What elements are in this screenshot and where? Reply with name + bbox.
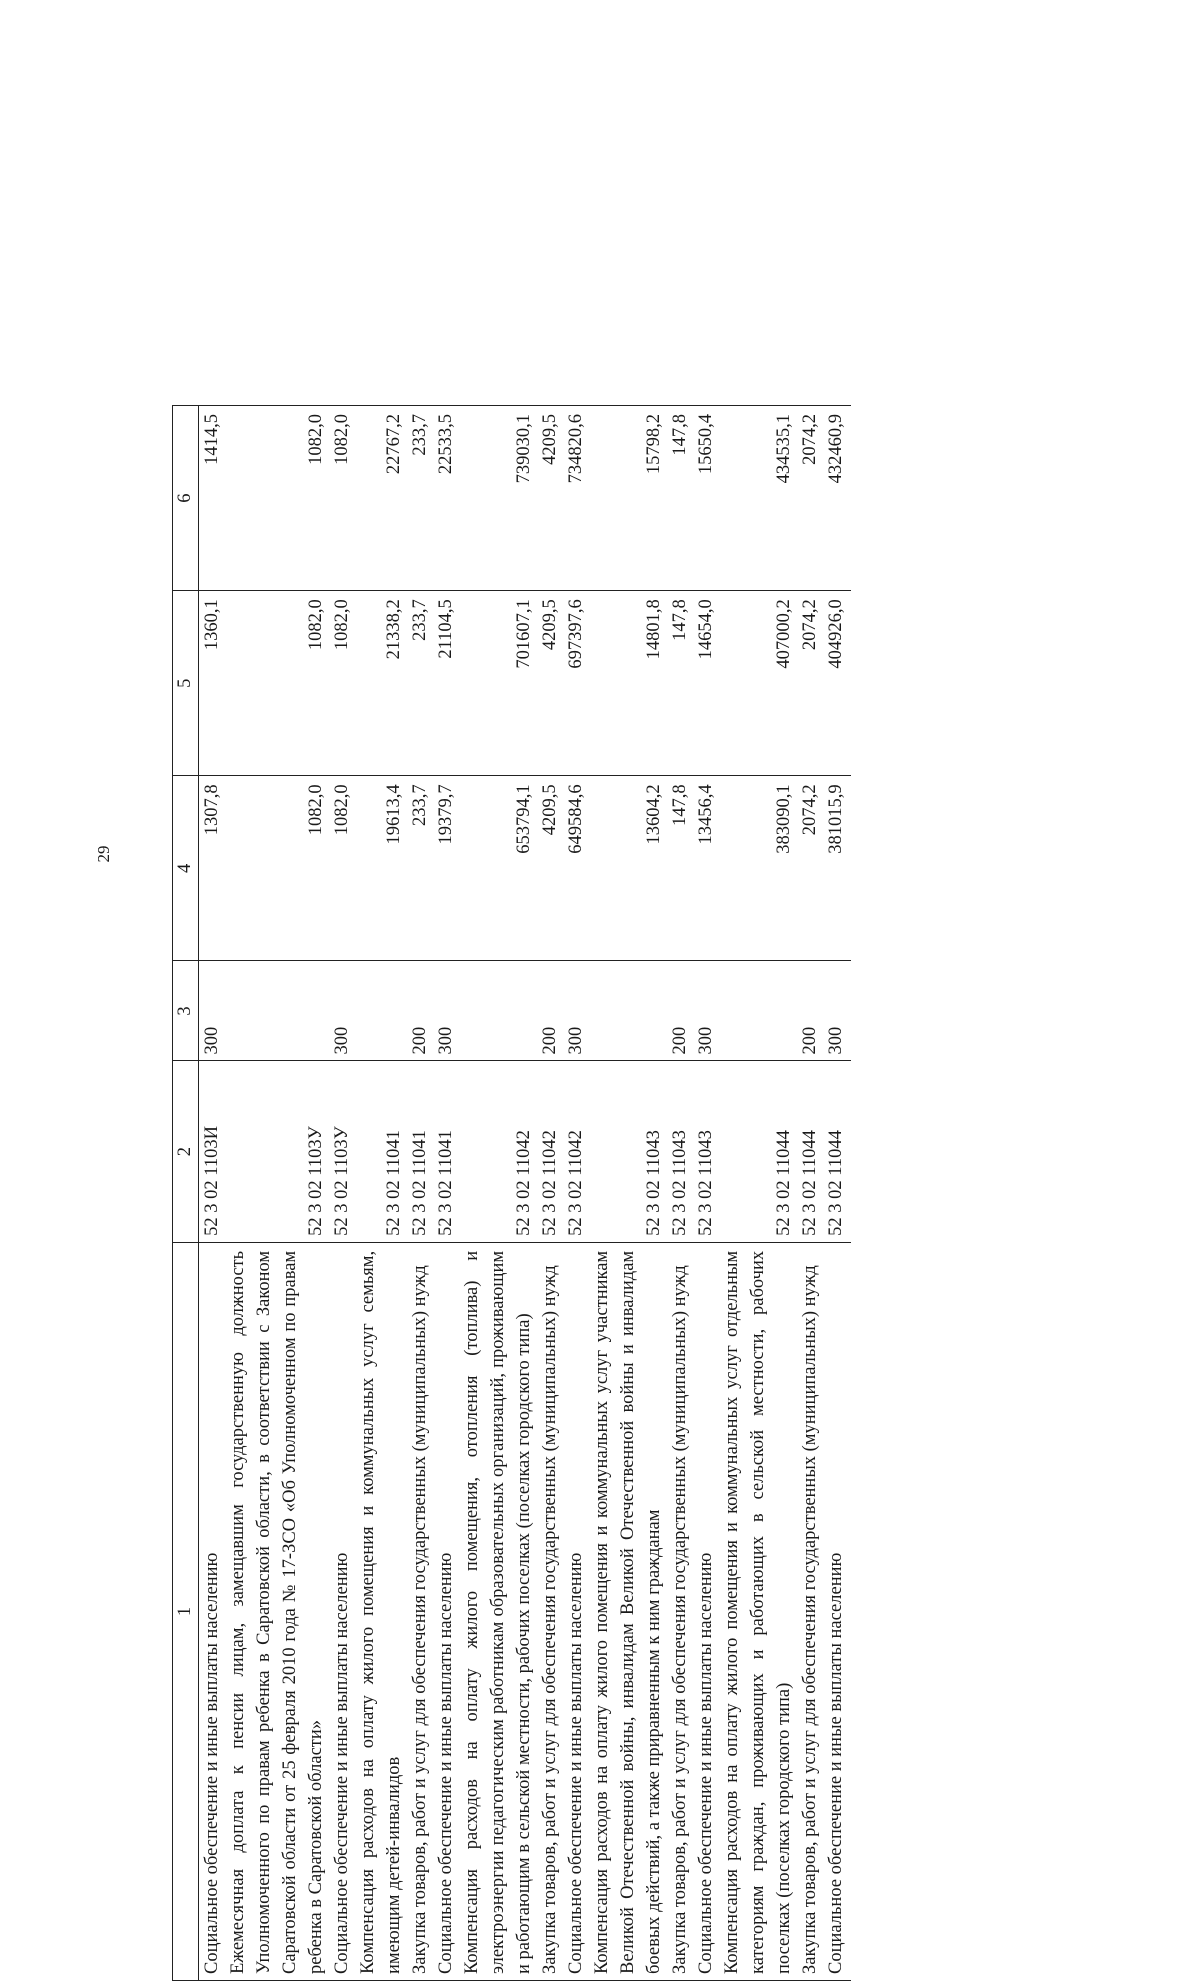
value-col5-cell: 1360,1 — [199, 591, 226, 776]
value-col5-cell: 14801,8 — [589, 591, 667, 776]
code-cell: 52 3 02 11043 — [589, 1061, 667, 1242]
value-col4-cell: 4209,5 — [537, 776, 563, 961]
table-row — [667, 406, 693, 1981]
value-col4-cell: 1082,0 — [225, 776, 329, 961]
table-row — [407, 406, 433, 1981]
description-cell: Ежемесячная доплата к пенсии лицам, замещавшим государственную должность Уполномоченного по правам ребенка в Саратовской области, в соответствии с Законом Саратовской области от 25 февраля 2010 года № 17-ЗСО «Об Уполномоченном по правам ребенка в Саратовской области» — [225, 1242, 329, 1980]
value-col6-cell: 15798,2 — [589, 406, 667, 591]
expense-type-cell: 200 — [407, 961, 433, 1061]
value-col4-cell: 383090,1 — [719, 776, 797, 961]
column-header-4: 4 — [173, 776, 199, 961]
value-col4-cell: 147,8 — [667, 776, 693, 961]
description-cell: Компенсация расходов на оплату жилого помещения и коммунальных услуг отдельным категориям граждан, проживающих и работающих в сельской местности, рабочих поселках (поселках городского типа) — [719, 1242, 797, 1980]
code-cell: 52 3 02 11044 — [797, 1061, 823, 1242]
expense-type-cell — [355, 961, 407, 1061]
value-col6-cell: 22767,2 — [355, 406, 407, 591]
rotated-page-content — [172, 405, 1120, 1981]
expense-type-cell: 300 — [199, 961, 226, 1061]
value-col4-cell: 1307,8 — [199, 776, 226, 961]
value-col5-cell: 14654,0 — [693, 591, 719, 776]
budget-table — [172, 405, 851, 1981]
table-body — [199, 406, 852, 1981]
description-cell: Социальное обеспечение и иные выплаты населению — [823, 1242, 851, 1980]
table-row — [459, 406, 537, 1981]
expense-type-cell: 300 — [433, 961, 459, 1061]
description-cell: Социальное обеспечение и иные выплаты населению — [329, 1242, 355, 1980]
code-cell: 52 3 02 1103У — [329, 1061, 355, 1242]
code-cell: 52 3 02 11041 — [355, 1061, 407, 1242]
value-col6-cell: 1082,0 — [225, 406, 329, 591]
value-col6-cell: 1082,0 — [329, 406, 355, 591]
column-header-1: 1 — [173, 1242, 199, 1980]
description-cell: Социальное обеспечение и иные выплаты населению — [693, 1242, 719, 1980]
value-col4-cell: 13456,4 — [693, 776, 719, 961]
code-cell: 52 3 02 11042 — [537, 1061, 563, 1242]
description-cell: Закупка товаров, работ и услуг для обеспечения государственных (муниципальных) нужд — [407, 1242, 433, 1980]
table-row — [537, 406, 563, 1981]
expense-type-cell: 200 — [797, 961, 823, 1061]
column-header-3: 3 — [173, 961, 199, 1061]
code-cell: 52 3 02 11043 — [667, 1061, 693, 1242]
value-col4-cell: 1082,0 — [329, 776, 355, 961]
value-col6-cell: 4209,5 — [537, 406, 563, 591]
value-col6-cell: 2074,2 — [797, 406, 823, 591]
description-cell: Закупка товаров, работ и услуг для обеспечения государственных (муниципальных) нужд — [797, 1242, 823, 1980]
value-col5-cell: 21104,5 — [433, 591, 459, 776]
expense-type-cell — [459, 961, 537, 1061]
value-col4-cell: 2074,2 — [797, 776, 823, 961]
value-col4-cell: 233,7 — [407, 776, 433, 961]
table-row — [823, 406, 851, 1981]
description-cell: Компенсация расходов на оплату жилого помещения, отопления (топлива) и электроэнергии педагогическим работникам образовательных организаций, проживающим и работающим в сельской местности, рабочих поселках (поселках городского типа) — [459, 1242, 537, 1980]
value-col4-cell: 381015,9 — [823, 776, 851, 961]
value-col5-cell: 21338,2 — [355, 591, 407, 776]
value-col6-cell: 739030,1 — [459, 406, 537, 591]
description-cell: Компенсация расходов на оплату жилого помещения и коммунальных услуг семьям, имеющим детей-инвалидов — [355, 1242, 407, 1980]
value-col6-cell: 22533,5 — [433, 406, 459, 591]
value-col5-cell: 407000,2 — [719, 591, 797, 776]
expense-type-cell: 200 — [667, 961, 693, 1061]
value-col5-cell: 701607,1 — [459, 591, 537, 776]
code-cell: 52 3 02 11043 — [693, 1061, 719, 1242]
value-col5-cell: 697397,6 — [563, 591, 589, 776]
code-cell: 52 3 02 11042 — [459, 1061, 537, 1242]
expense-type-cell: 300 — [329, 961, 355, 1061]
code-cell: 52 3 02 11041 — [407, 1061, 433, 1242]
description-cell: Социальное обеспечение и иные выплаты населению — [563, 1242, 589, 1980]
column-header-5: 5 — [173, 591, 199, 776]
value-col4-cell: 19613,4 — [355, 776, 407, 961]
value-col5-cell: 1082,0 — [225, 591, 329, 776]
table-row — [563, 406, 589, 1981]
expense-type-cell: 300 — [823, 961, 851, 1061]
page-number: 29 — [94, 845, 113, 863]
value-col6-cell: 147,8 — [667, 406, 693, 591]
code-cell: 52 3 02 1103У — [225, 1061, 329, 1242]
value-col6-cell: 1414,5 — [199, 406, 226, 591]
expense-type-cell — [719, 961, 797, 1061]
value-col6-cell: 432460,9 — [823, 406, 851, 591]
value-col5-cell: 233,7 — [407, 591, 433, 776]
table-row — [225, 406, 329, 1981]
value-col5-cell: 2074,2 — [797, 591, 823, 776]
value-col6-cell: 233,7 — [407, 406, 433, 591]
table-row — [719, 406, 797, 1981]
description-cell: Компенсация расходов на оплату жилого помещения и коммунальных услуг участникам Великой Отечественной войны, инвалидам Великой Отечественной войны и инвалидам боевых действий, а также приравненным к ним гражданам — [589, 1242, 667, 1980]
code-cell: 52 3 02 11044 — [823, 1061, 851, 1242]
table-row — [589, 406, 667, 1981]
value-col4-cell: 19379,7 — [433, 776, 459, 961]
expense-type-cell — [589, 961, 667, 1061]
table-row — [199, 406, 226, 1981]
expense-type-cell — [225, 961, 329, 1061]
table-row — [355, 406, 407, 1981]
header-row — [173, 406, 199, 1981]
table-row — [797, 406, 823, 1981]
table-row — [329, 406, 355, 1981]
code-cell: 52 3 02 11044 — [719, 1061, 797, 1242]
description-cell: Социальное обеспечение и иные выплаты населению — [199, 1242, 226, 1980]
expense-type-cell: 300 — [563, 961, 589, 1061]
value-col4-cell: 13604,2 — [589, 776, 667, 961]
value-col4-cell: 649584,6 — [563, 776, 589, 961]
description-cell: Закупка товаров, работ и услуг для обеспечения государственных (муниципальных) нужд — [667, 1242, 693, 1980]
value-col5-cell: 147,8 — [667, 591, 693, 776]
code-cell: 52 3 02 11041 — [433, 1061, 459, 1242]
code-cell: 52 3 02 1103И — [199, 1061, 226, 1242]
table-row — [693, 406, 719, 1981]
value-col5-cell: 1082,0 — [329, 591, 355, 776]
column-header-6: 6 — [173, 406, 199, 591]
expense-type-cell: 300 — [693, 961, 719, 1061]
value-col6-cell: 434535,1 — [719, 406, 797, 591]
code-cell: 52 3 02 11042 — [563, 1061, 589, 1242]
value-col6-cell: 15650,4 — [693, 406, 719, 591]
description-cell: Социальное обеспечение и иные выплаты населению — [433, 1242, 459, 1980]
value-col5-cell: 4209,5 — [537, 591, 563, 776]
description-cell: Закупка товаров, работ и услуг для обеспечения государственных (муниципальных) нужд — [537, 1242, 563, 1980]
value-col5-cell: 404926,0 — [823, 591, 851, 776]
column-header-2: 2 — [173, 1061, 199, 1242]
table-row — [433, 406, 459, 1981]
expense-type-cell: 200 — [537, 961, 563, 1061]
value-col4-cell: 653794,1 — [459, 776, 537, 961]
value-col6-cell: 734820,6 — [563, 406, 589, 591]
